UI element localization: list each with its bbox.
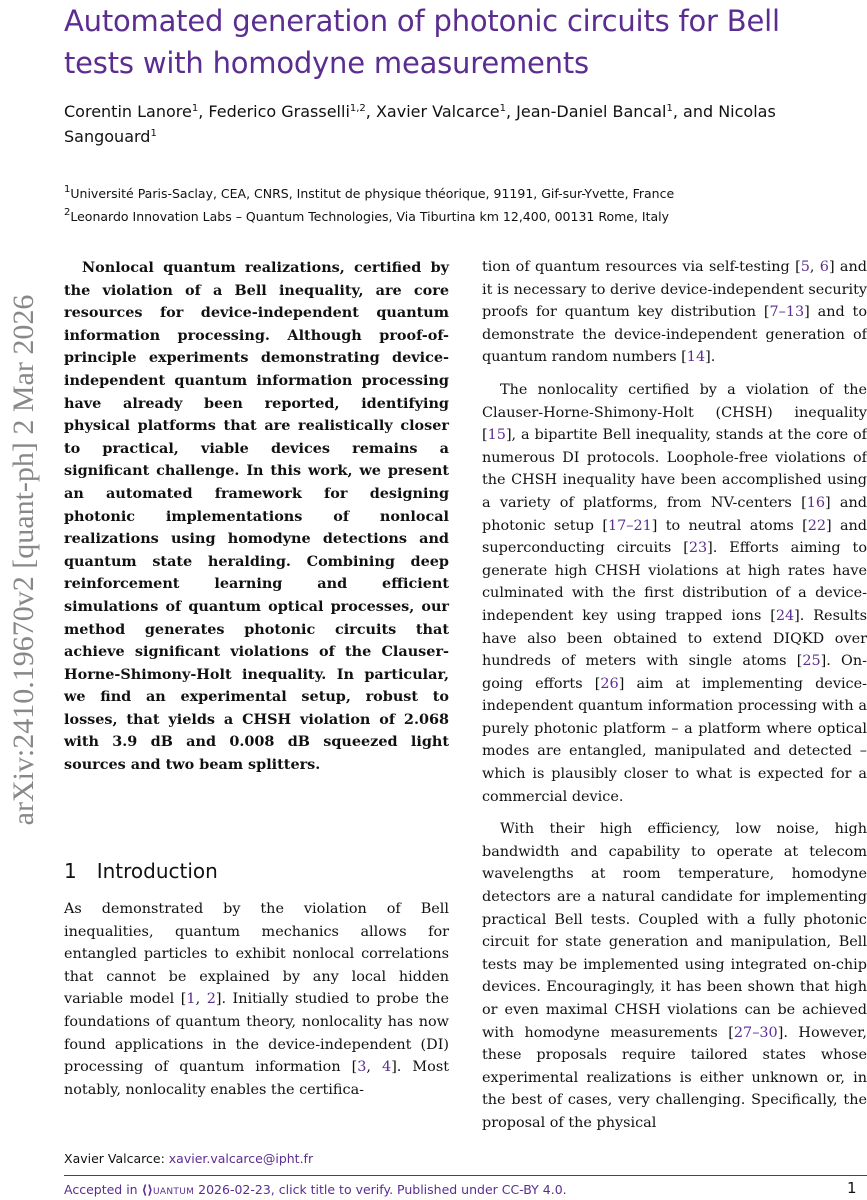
affiliation-marker: 1	[64, 184, 71, 195]
affiliation-marker: 1	[191, 103, 199, 114]
affiliation-text: Université Paris-Saclay, CEA, CNRS, Institut de physique théorique, 91191, Gif-sur-Yvette, France	[70, 186, 675, 201]
body-text: ]. Results have also been obtained to extend DIQKD over hundreds of meters with single atoms [	[482, 607, 867, 670]
body-text: ,	[809, 259, 820, 275]
author-name: Xavier Valcarce	[375, 102, 500, 121]
citation-link[interactable]: 16	[806, 494, 826, 511]
citation-link[interactable]: 4	[382, 1059, 392, 1076]
citation-link[interactable]: 27–30	[733, 1024, 778, 1041]
abstract	[64, 257, 449, 777]
author-separator: ,	[365, 102, 376, 121]
affiliation	[64, 182, 854, 205]
section-number: 1	[64, 859, 77, 883]
body-paragraph	[482, 256, 867, 369]
corresponding-author	[64, 1150, 313, 1168]
body-text: ] and to demonstrate the device-independent generation of quantum random numbers [	[482, 304, 867, 366]
body-text: As demonstrated by the violation of Bell inequalities, quantum mechanics allows for entangled particles to exhibit nonlocal correlations that cannot be explained by any local hidden variable model [	[64, 901, 449, 1008]
citation-link[interactable]: 22	[807, 517, 827, 534]
intro-paragraph	[64, 898, 449, 1101]
author-name: Corentin Lanore	[64, 102, 192, 121]
citation-link[interactable]: 2	[206, 991, 216, 1008]
author-list	[64, 99, 824, 149]
body-text: ].	[705, 349, 716, 366]
citation-link[interactable]: 3	[357, 1059, 367, 1076]
quantum-logo[interactable]	[142, 1182, 195, 1197]
footer-verify-text[interactable]: 2026-02-23, click title to verify. Published under CC-BY 4.0.	[198, 1182, 567, 1197]
body-text: ] and photonic setup [	[482, 494, 867, 534]
body-text: ] to neutral atoms [	[651, 517, 808, 534]
affiliation-marker: 1	[499, 103, 506, 114]
citation-link[interactable]: 24	[775, 607, 795, 624]
section-title: Introduction	[96, 859, 218, 883]
right-column	[482, 256, 867, 1135]
author-name: Jean-Daniel Bancal	[516, 102, 667, 121]
section-heading	[64, 856, 449, 886]
contact-email-link[interactable]: xavier.valcarce@ipht.fr	[168, 1151, 314, 1166]
author-separator: ,	[198, 102, 209, 121]
citation-link[interactable]: 1	[186, 991, 196, 1008]
quantum-logo-icon: ⟨⟩	[141, 1182, 154, 1197]
body-text: ]. Efforts aiming to generate high CHSH violations at high rates have culminated with the first distribution of a device-independent key using trapped ions [	[482, 540, 867, 624]
citation-link[interactable]: 7–13	[769, 304, 805, 321]
abstract-text: Nonlocal quantum realizations, certified by the violation of a Bell inequality, are core resources for device-independent quantum information processing. Although proof-of-principle experiments demonstrating device-independent quantum information processing have already been reported, identifying physical platforms that are realistically closer to practical, viable devices remains a significant challenge. In this work, we present an automated framework for designing photonic implementations of nonlocal realizations using homodyne detections and quantum state heralding. Combining deep reinforcement learning and efficient simulations of quantum optical processes, our method generates photonic circuits that achieve significant violations of the Clauser-Horne-Shimony-Holt inequality. In particular, we find an experimental setup, robust to losses, that yields a CHSH violation of 2.068 with 3.9 dB and 0.008 dB squeezed light sources and two beam splitters.	[64, 259, 449, 774]
body-text: The nonlocality certified by a violation of the Clauser-Horne-Shimony-Holt (CHSH) inequality [	[482, 381, 867, 444]
arxiv-identifier: arXiv:2410.19670v2 [quant-ph] 2 Mar 2026	[7, 294, 40, 826]
citation-link[interactable]: 17–21	[607, 517, 652, 534]
citation-link[interactable]: 14	[686, 349, 706, 366]
introduction-section	[64, 856, 449, 1101]
body-paragraph	[482, 379, 867, 808]
page-number: 1	[847, 1179, 857, 1197]
author-separator: , and	[672, 102, 719, 121]
body-text: ]. Initially studied to probe the foundations of quantum theory, nonlocality has now found applications in the device-independent (DI) processing of quantum information [	[64, 991, 449, 1076]
affiliation-list	[64, 182, 854, 228]
author-name: Nicolas Sangouard	[64, 102, 776, 146]
footer-divider	[64, 1175, 867, 1176]
body-text: ]. However, these proposals require tailored states whose experimental realizations is either unknown or, in the best of cases, very challenging. Specifically, the proposal of the physical	[482, 1024, 867, 1131]
author-name: Federico Grasselli	[208, 102, 350, 121]
affiliation-marker: 2	[64, 207, 71, 218]
paper-title[interactable]: Automated generation of photonic circuits for Bell tests with homodyne measurements	[64, 4, 780, 80]
affiliation-text: Leonardo Innovation Labs – Quantum Technologies, Via Tiburtina km 12,400, 00131 Rome, Italy	[70, 209, 670, 224]
body-text: tion of quantum resources via self-testing [	[482, 259, 801, 275]
affiliation-marker: 1,2	[349, 103, 366, 114]
body-text: ,	[195, 991, 207, 1008]
affiliation-marker: 1	[666, 103, 673, 114]
quantum-logo-word: uantum	[153, 1182, 195, 1197]
citation-link[interactable]: 23	[688, 540, 708, 557]
body-text: ] and superconducting circuits [	[482, 517, 867, 557]
citation-link[interactable]: 15	[487, 427, 506, 444]
body-paragraph	[482, 818, 867, 1134]
journal-footer	[64, 1181, 567, 1199]
body-text: With their high efficiency, low noise, high bandwidth and capability to operate at telecom wavelengths at room temperature, homodyne detectors are a natural candidate for implementing practical Bell tests. Coupled with a fully photonic circuit for state generation and manipulation, Bell tests may be implemented using integrated on-chip devices. Encouragingly, it has been shown that high or even maximal CHSH violations can be achieved with homodyne measurements [	[482, 821, 867, 1041]
footer-prefix: Accepted in	[64, 1182, 138, 1197]
body-text: ], a bipartite Bell inequality, stands at the core of numerous DI protocols. Loophole-free violations of the CHSH inequality have been accomplished using a variety of platforms, from NV-centers [	[482, 427, 867, 511]
body-text: ]. Most notably, nonlocality enables the certifica-	[64, 1059, 449, 1098]
citation-link[interactable]: 6	[819, 259, 829, 275]
body-text: ,	[366, 1059, 383, 1076]
author-separator: ,	[505, 102, 517, 121]
contact-label: Xavier Valcarce:	[64, 1151, 165, 1166]
citation-link[interactable]: 5	[800, 259, 810, 275]
affiliation-marker: 1	[150, 128, 157, 139]
affiliation	[64, 205, 854, 228]
citation-link[interactable]: 25	[802, 653, 821, 670]
body-text: ] and it is necessary to derive device-independent security proofs for quantum key distribution [	[482, 259, 867, 321]
body-text: ]. On-going efforts [	[482, 653, 867, 692]
citation-link[interactable]: 26	[600, 675, 619, 692]
body-text: ] aim at implementing device-independent quantum information processing with a purely photonic platform – a platform where optical modes are entangled, manipulated and detected – which is plausibly closer to what is expected for a commercial device.	[482, 675, 867, 805]
